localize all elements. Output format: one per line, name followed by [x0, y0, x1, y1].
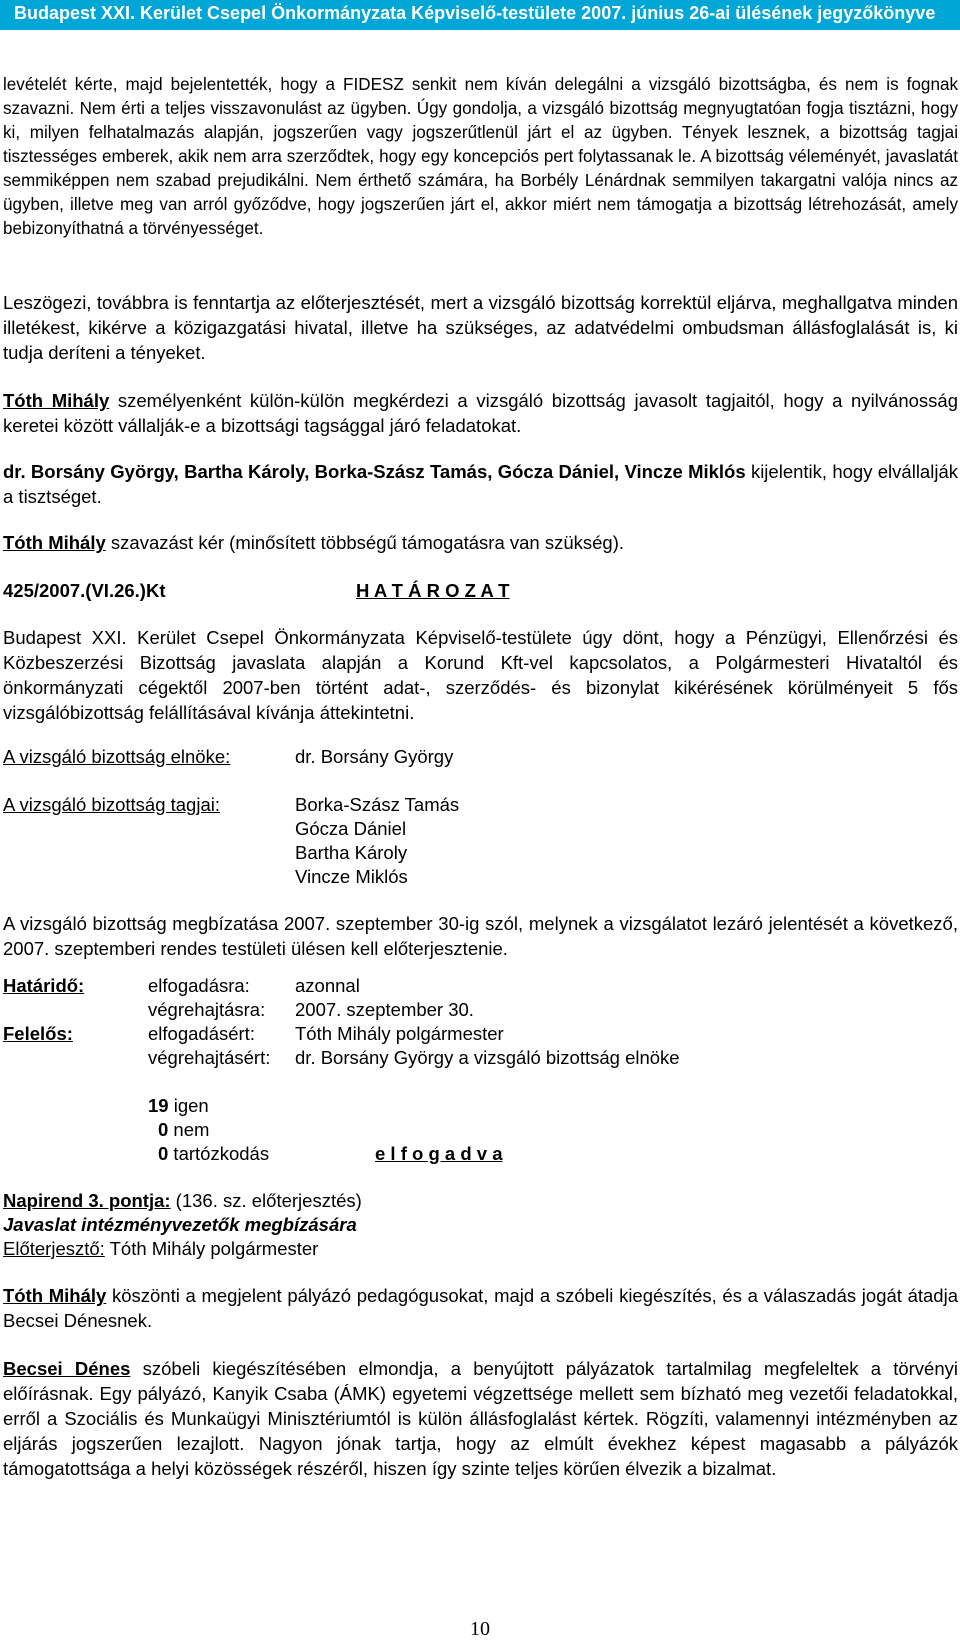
paragraph-5	[3, 530, 958, 555]
member-3: Bartha Károly	[295, 842, 408, 863]
vote-abstain-count: 0	[158, 1143, 169, 1164]
deadline-execution-label: végrehajtásra:	[148, 999, 266, 1020]
speaker-name: Tóth Mihály	[3, 390, 110, 411]
chair-label: A vizsgáló bizottság elnöke:	[3, 746, 231, 767]
vote-no-label: nem	[168, 1119, 210, 1140]
presenter-label: Előterjesztő:	[3, 1238, 105, 1259]
paragraph-1: levételét kérte, majd bejelentették, hogy a FIDESZ senkit nem kíván delegálni a vizsgáló bizottságba, és nem is fognak szavazni. Nem érti a teljes visszavonulást az ügyben. Úgy gondolja, a vizsgáló bizottság megnyugtatóan fogja tisztázni, hogy ki, milyen felhatalmazás alapján, jogszerűen vagy jogszerűtlenül járt el az ügyben. Tények lesznek, a bizottság tagjai tisztességes emberek, akik nem arra szerződtek, hogy egy koncepciós pert folytassanak le. A bizottság véleményét, javaslatát semmiképpen nem szabad prejudikálni. Nem érthető számára, ha Borbély Lénárdnak semmilyen takargatni valója nincs az ügyben, illetve meg van arról győződve, hogy jogszerűen járt el, akkor miért nem támogatja a bizottság létrehozását, amely bebizonyíthatná a törvényességet.	[3, 75, 958, 238]
paragraph-text: köszönti a megjelent pályázó pedagógusokat, majd a szóbeli kiegészítés, és a válaszadás jogát átadja Becsei Dénesnek.	[3, 1285, 958, 1331]
chair-name: dr. Borsány György	[295, 746, 454, 767]
paragraph-text: szóbeli kiegészítésében elmondja, a benyújtott pályázatok tartalmilag megfeleltek a törvényi előírásnak. Egy pályázó, Kanyik Csaba (ÁMK) egyetemi végzettsége mellett sem bízható meg vezetői feladatokkal, erről a Szociális és Munkaügyi Minisztériumtól is külön állásfoglalást kértek. Rögzíti, valamennyi intézményben az eljárás jogszerűen lezajlott. Nagyon jónak tartja, hogy az elmúlt évekhez képest magasabb a pályázók támogatottsága a helyi közösségek részéről, hiszen így szinte teljes körűen élvezik a bizalmat.	[3, 1358, 958, 1479]
vote-yes	[148, 1093, 209, 1118]
deadline-execution-value: 2007. szeptember 30.	[295, 999, 474, 1020]
vote-no-count: 0	[158, 1119, 169, 1140]
resolution-title: H A T Á R O Z A T	[356, 580, 510, 601]
deadline-label: Határidő:	[3, 975, 85, 996]
agenda-label: Napirend 3. pontja:	[3, 1190, 171, 1211]
page-number: 10	[470, 1618, 490, 1640]
member-1: Borka-Szász Tamás	[295, 794, 460, 815]
paragraph-8	[3, 1283, 958, 1333]
agenda-presenter	[3, 1236, 318, 1261]
paragraph-4	[3, 459, 958, 509]
paragraph-7: A vizsgáló bizottság megbízatása 2007. szeptember 30-ig szól, melynek a vizsgálatot lezáró jelentését a következő, 2007. szeptemberi rendes testületi ülésen kell előterjesztenie.	[3, 913, 958, 959]
responsible-execution-value: dr. Borsány György a vizsgáló bizottság elnöke	[295, 1047, 680, 1068]
member-4: Vincze Miklós	[295, 866, 408, 887]
paragraph-2: Leszögezi, továbbra is fenntartja az előterjesztését, mert a vizsgáló bizottság korrektül eljárva, meghallgatva minden illetékest, kikérve a közigazgatási hivatal, illetve ha szükséges, az adatvédelmi ombudsman állásfoglalását is, ki tudja deríteni a tényeket.	[3, 292, 958, 363]
presenter-name: Tóth Mihály polgármester	[104, 1238, 319, 1259]
vote-no	[158, 1117, 209, 1142]
members-label: A vizsgáló bizottság tagjai:	[3, 794, 220, 815]
deadline-acceptance-label: elfogadásra:	[148, 975, 250, 996]
responsible-execution-label: végrehajtásért:	[148, 1047, 271, 1068]
speaker-name: Tóth Mihály	[3, 1285, 107, 1306]
speaker-name: Tóth Mihály	[3, 532, 106, 553]
header-title: Budapest XXI. Kerület Csepel Önkormányzata Képviselő-testülete 2007. június 26-ai ülésének jegyzőkönyve	[14, 3, 936, 23]
responsible-acceptance-value: Tóth Mihály polgármester	[295, 1023, 504, 1044]
paragraph-text: szavazást kér (minősített többségű támogatásra van szükség).	[105, 532, 625, 553]
responsible-acceptance-label: elfogadásért:	[148, 1023, 255, 1044]
header-bar	[0, 0, 960, 30]
agenda-ref: (136. sz. előterjesztés)	[170, 1190, 362, 1211]
deadline-acceptance-value: azonnal	[295, 975, 360, 996]
agenda-line	[3, 1188, 362, 1213]
paragraph-6: Budapest XXI. Kerület Csepel Önkormányzata Képviselő-testülete úgy dönt, hogy a Pénzügyi, Ellenőrzési és Közbeszerzési Bizottság javaslata alapján a Korund Kft-vel kapcsolatos, a Polgármesteri Hivataltól és önkormányzati cégektől 2007-ben történt adat-, szerződés- és bizonylat kikérésének körülményeit 5 fős vizsgálóbizottság felállításával kívánja áttekintetni.	[3, 627, 958, 723]
member-names: dr. Borsány György, Bartha Károly, Borka-Szász Tamás, Gócza Dániel, Vincze Miklós	[3, 461, 746, 482]
vote-yes-count: 19	[148, 1095, 169, 1116]
agenda-title: Javaslat intézményvezetők megbízására	[3, 1214, 357, 1235]
paragraph-9	[3, 1356, 958, 1481]
resolution-number: 425/2007.(VI.26.)Kt	[3, 580, 166, 601]
vote-abstain	[158, 1141, 269, 1166]
paragraph-text: személyenként külön-külön megkérdezi a vizsgáló bizottság javasolt tagjaitól, hogy a nyilvánosság keretei között vállalják-e a bizottsági tagsággal járó feladatokat.	[3, 390, 958, 436]
responsible-label: Felelős:	[3, 1023, 73, 1044]
vote-result: e l f o g a d v a	[375, 1143, 503, 1164]
paragraph-text: kijelentik, hogy elvállalják a tisztséget.	[3, 461, 958, 507]
vote-yes-label: igen	[168, 1095, 209, 1116]
paragraph-3	[3, 388, 958, 438]
vote-abstain-label: tartózkodás	[168, 1143, 270, 1164]
member-2: Gócza Dániel	[295, 818, 407, 839]
speaker-name: Becsei Dénes	[3, 1358, 131, 1379]
